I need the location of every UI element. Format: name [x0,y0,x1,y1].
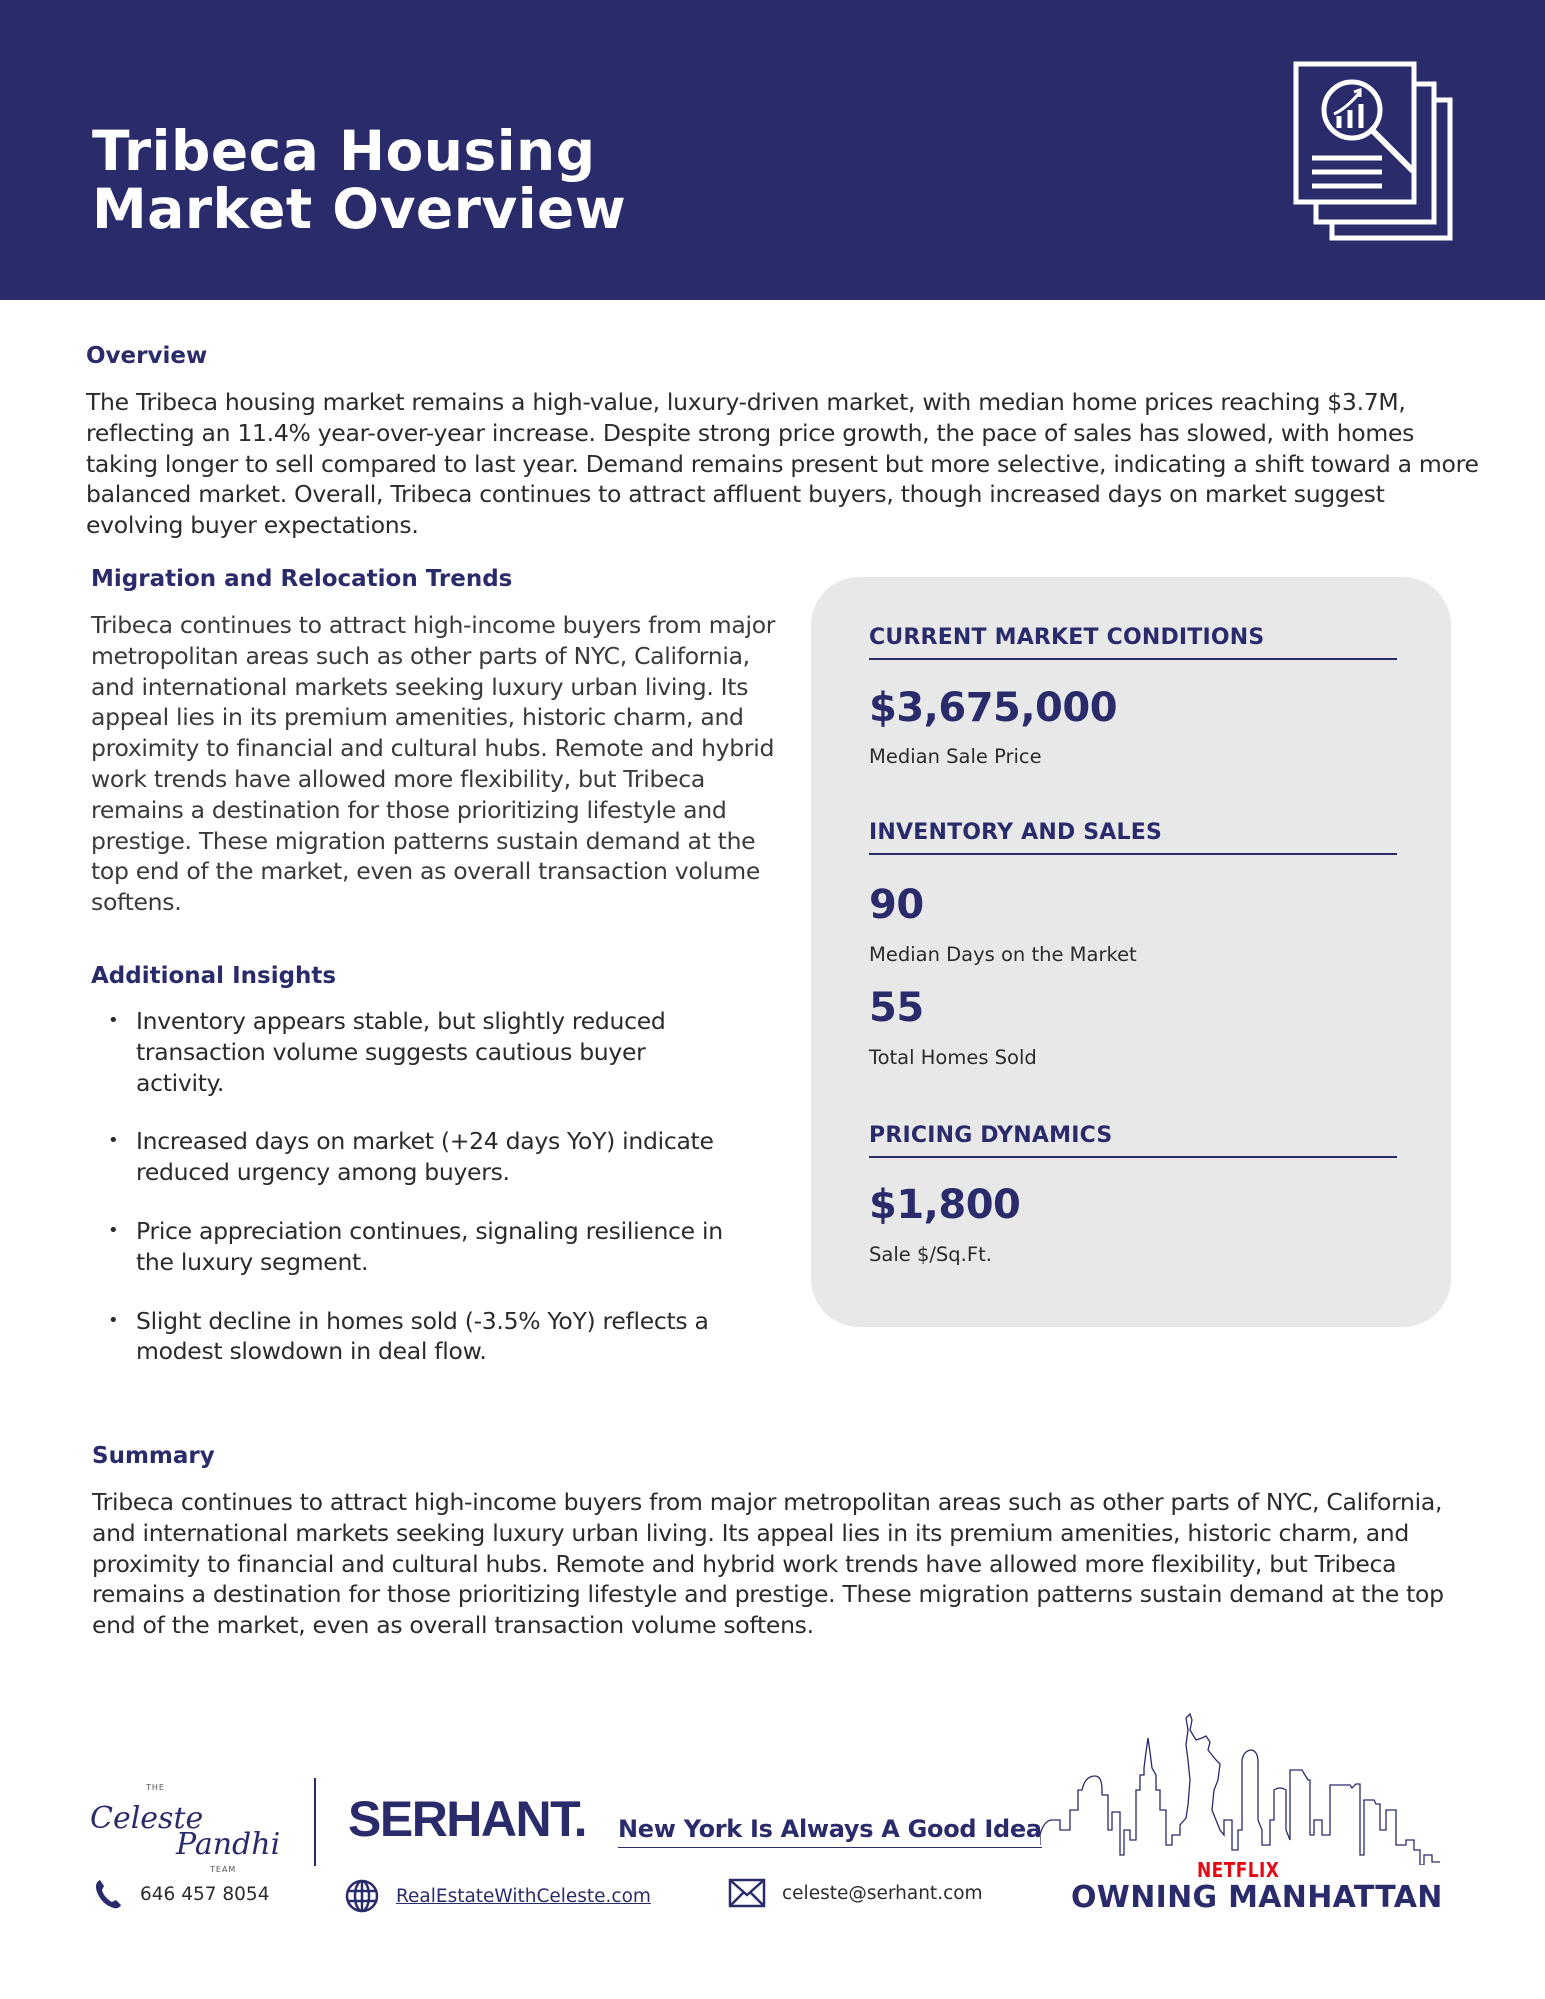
phone-icon [92,1878,124,1910]
insight-item [108,1006,728,1098]
insight-item [108,1306,728,1368]
overview-paragraph: The Tribeca housing market remains a high-value, luxury-driven market, with median home prices reaching $3.7M, reflecting an 11.4% year-over-year increase. Despite strong price growth, the pace of sales has slowed, with homes taking longer to sell compared to last year. Demand remains present but more selective, indicating a shift toward a more balanced market. Overall, Tribeca continues to attract affluent buyers, though increased days on market suggest evolving buyer expectations. [86,388,1479,540]
report-magnifier-chart-icon [1292,60,1454,242]
email-address[interactable]: celeste@serhant.com [782,1882,983,1904]
homes-sold-label: Total Homes Sold [869,1046,1037,1069]
logo-script-last: Pandhi [176,1827,281,1862]
contact-website[interactable] [344,1878,651,1914]
logo-team: TEAM [210,1865,237,1874]
bullet-icon: • [108,1010,119,1031]
overview-heading: Overview [86,343,208,369]
contact-email[interactable] [728,1878,983,1908]
median-sale-price-label: Median Sale Price [869,745,1042,768]
bullet-icon: • [108,1219,119,1241]
summary-heading: Summary [92,1443,215,1469]
insights-list [108,1006,728,1395]
page-title-line1: Tribeca Housing [92,119,596,183]
envelope-icon [728,1878,766,1908]
migration-heading: Migration and Relocation Trends [91,566,513,592]
globe-icon [344,1878,380,1914]
homes-sold-value: 55 [869,985,924,1031]
tagline: New York Is Always A Good Idea [618,1815,1042,1848]
summary-paragraph: Tribeca continues to attract high-income buyers from major metropolitan areas such as other parts of NYC, California, and international markets seeking luxury urban living. Its appeal lies in its premium amenities, historic charm, and proximity to financial and cultural hubs. Remote and hybrid work trends have allowed more flexibility, but Tribeca remains a destination for those prioritizing lifestyle and prestige. These migration patterns sustain demand at the top end of the market, even as overall transaction volume softens. [92,1488,1444,1640]
median-days-value: 90 [869,882,924,928]
serhant-logo: SERHANT. [348,1791,587,1847]
website-link[interactable]: RealEstateWithCeleste.com [396,1885,651,1907]
insight-text: Increased days on market (+24 days YoY) indicate reduced urgency among buyers. [136,1127,714,1187]
market-stats-card [811,577,1451,1327]
header-banner [0,0,1545,300]
logo-the: THE [146,1783,165,1792]
section-title-inventory: INVENTORY AND SALES [869,820,1397,855]
celeste-pandhi-team-logo [88,1778,288,1878]
median-sale-price-value: $3,675,000 [869,685,1118,731]
insight-text: Slight decline in homes sold (-3.5% YoY) reflects a modest slowdown in deal flow. [136,1306,709,1366]
price-per-sqft-value: $1,800 [869,1182,1021,1228]
insight-item [108,1126,728,1188]
owning-manhattan-label: OWNING MANHATTAN [1071,1880,1443,1915]
migration-paragraph: Tribeca continues to attract high-income buyers from major metropolitan areas such as other parts of NYC, California, and international markets seeking luxury urban living. Its appeal lies in its premium amenities, historic charm, and proximity to financial and cultural hubs. Remote and hybrid work trends have allowed more flexibility, but Tribeca remains a destination for those prioritizing lifestyle and prestige. These migration patterns sustain demand at the top end of the market, even as overall transaction volume softens. [91,611,776,917]
bullet-icon: • [108,1130,119,1152]
footer-divider [314,1778,316,1866]
phone-number[interactable]: 646 457 8054 [140,1883,270,1905]
contact-phone[interactable] [92,1878,269,1910]
insight-text: Price appreciation continues, signaling resilience in the luxury segment. [136,1216,723,1276]
page-title-line2: Market Overview [92,177,627,241]
logo-script-first: Celeste [90,1801,204,1836]
insight-text: Inventory appears stable, but slightly reduced transaction volume suggests cautious buyer activity. [136,1007,666,1097]
insights-heading: Additional Insights [91,963,337,989]
bullet-icon: • [108,1309,119,1331]
price-per-sqft-label: Sale $/Sq.Ft. [869,1243,992,1266]
page-title [92,119,627,241]
netflix-label: NETFLIX [1197,1858,1280,1882]
section-title-pricing: PRICING DYNAMICS [869,1123,1397,1158]
insight-item [108,1216,728,1278]
nyc-skyline-icon [1040,1700,1460,1865]
section-title-current-market: CURRENT MARKET CONDITIONS [869,625,1397,660]
median-days-label: Median Days on the Market [869,943,1137,966]
